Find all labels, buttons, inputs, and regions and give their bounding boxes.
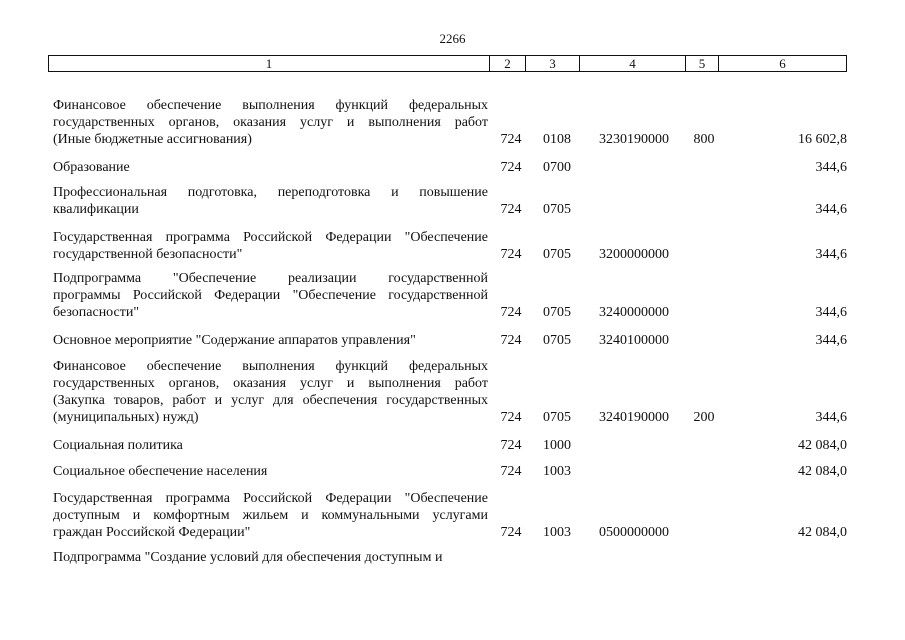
row-description: [53, 358, 488, 426]
section-code: 0705: [543, 410, 571, 425]
amount-value: 344,6: [815, 333, 847, 348]
ministry-code: 724: [500, 333, 522, 348]
ministry-code: 724: [500, 525, 522, 540]
row-description-line: государственных органов, оказания услуг и выполнения работ: [53, 115, 488, 130]
amount-value: 344,6: [815, 410, 847, 425]
header-col-3: 3: [526, 56, 580, 71]
row-description-line: Основное мероприятие "Содержание аппаратов управления": [53, 333, 416, 348]
section-code: 0705: [543, 333, 571, 348]
header-col-1: 1: [49, 56, 490, 71]
row-description: [53, 229, 488, 263]
header-col-5: 5: [686, 56, 719, 71]
section-code: 1003: [543, 525, 571, 540]
row-description-line: Социальное обеспечение населения: [53, 464, 268, 479]
amount-value: 42 084,0: [798, 525, 847, 540]
row-description-line: безопасности": [53, 305, 140, 320]
target-code: 3240100000: [599, 333, 669, 348]
ministry-code: 724: [500, 464, 522, 479]
amount-value: 344,6: [815, 305, 847, 320]
row-description: [53, 549, 488, 566]
ministry-code: 724: [500, 438, 522, 453]
row-description: [53, 437, 488, 454]
target-code: 3240000000: [599, 305, 669, 320]
row-description: [53, 332, 488, 349]
row-description: [53, 463, 488, 480]
ministry-code: 724: [500, 247, 522, 262]
amount-value: 344,6: [815, 202, 847, 217]
row-description-line: программы Российской Федерации "Обеспечение государственной: [53, 288, 488, 303]
header-col-6: 6: [779, 56, 786, 71]
row-description: [53, 490, 488, 541]
section-code: 1003: [543, 464, 571, 479]
row-description-line: государственной безопасности": [53, 247, 243, 262]
row-description-line: Государственная программа Российской Федерации "Обеспечение: [53, 230, 488, 245]
amount-value: 42 084,0: [798, 464, 847, 479]
row-description-line: Финансовое обеспечение выполнения функций федеральных: [53, 98, 488, 113]
target-code: 3200000000: [599, 247, 669, 262]
ministry-code: 724: [500, 410, 522, 425]
row-description-line: государственных органов, оказания услуг и выполнения работ: [53, 376, 488, 391]
row-description-line: (Иные бюджетные ассигнования): [53, 132, 252, 147]
ministry-code: 724: [500, 305, 522, 320]
row-description: [53, 159, 488, 176]
section-code: 0705: [543, 247, 571, 262]
section-code: 0700: [543, 160, 571, 175]
ministry-code: 724: [500, 202, 522, 217]
target-code: 3240190000: [599, 410, 669, 425]
expense-type-code: 200: [693, 410, 715, 425]
row-description-line: (Закупка товаров, работ и услуг для обеспечения государственных: [53, 393, 488, 408]
section-code: 0108: [543, 132, 571, 147]
section-code: 0705: [543, 202, 571, 217]
amount-value: 42 084,0: [798, 438, 847, 453]
amount-value: 344,6: [815, 160, 847, 175]
row-description-line: Подпрограмма "Создание условий для обеспечения доступным и: [53, 550, 443, 565]
ministry-code: 724: [500, 160, 522, 175]
page-number: 2266: [439, 31, 466, 46]
expense-type-code: 800: [693, 132, 715, 147]
row-description: [53, 184, 488, 218]
target-code: 3230190000: [599, 132, 669, 147]
row-description-line: Финансовое обеспечение выполнения функций федеральных: [53, 359, 488, 374]
section-code: 0705: [543, 305, 571, 320]
amount-value: 16 602,8: [798, 132, 847, 147]
row-description-line: Государственная программа Российской Федерации "Обеспечение: [53, 491, 488, 506]
row-description: [53, 97, 488, 148]
row-description-line: Подпрограмма "Обеспечение реализации государственной: [53, 271, 488, 286]
section-code: 1000: [543, 438, 571, 453]
header-col-4: 4: [580, 56, 686, 71]
row-description-line: (муниципальных) нужд): [53, 410, 199, 425]
row-description-line: Профессиональная подготовка, переподготовка и повышение: [53, 185, 488, 200]
target-code: 0500000000: [599, 525, 669, 540]
row-description-line: Образование: [53, 160, 130, 175]
ministry-code: 724: [500, 132, 522, 147]
row-description: [53, 270, 488, 321]
header-col-2: 2: [490, 56, 526, 71]
amount-value: 344,6: [815, 247, 847, 262]
row-description-line: квалификации: [53, 202, 139, 217]
row-description-line: Социальная политика: [53, 438, 183, 453]
row-description-line: граждан Российской Федерации": [53, 525, 251, 540]
row-description-line: доступным и комфортным жильем и коммунальными услугами: [53, 508, 488, 523]
